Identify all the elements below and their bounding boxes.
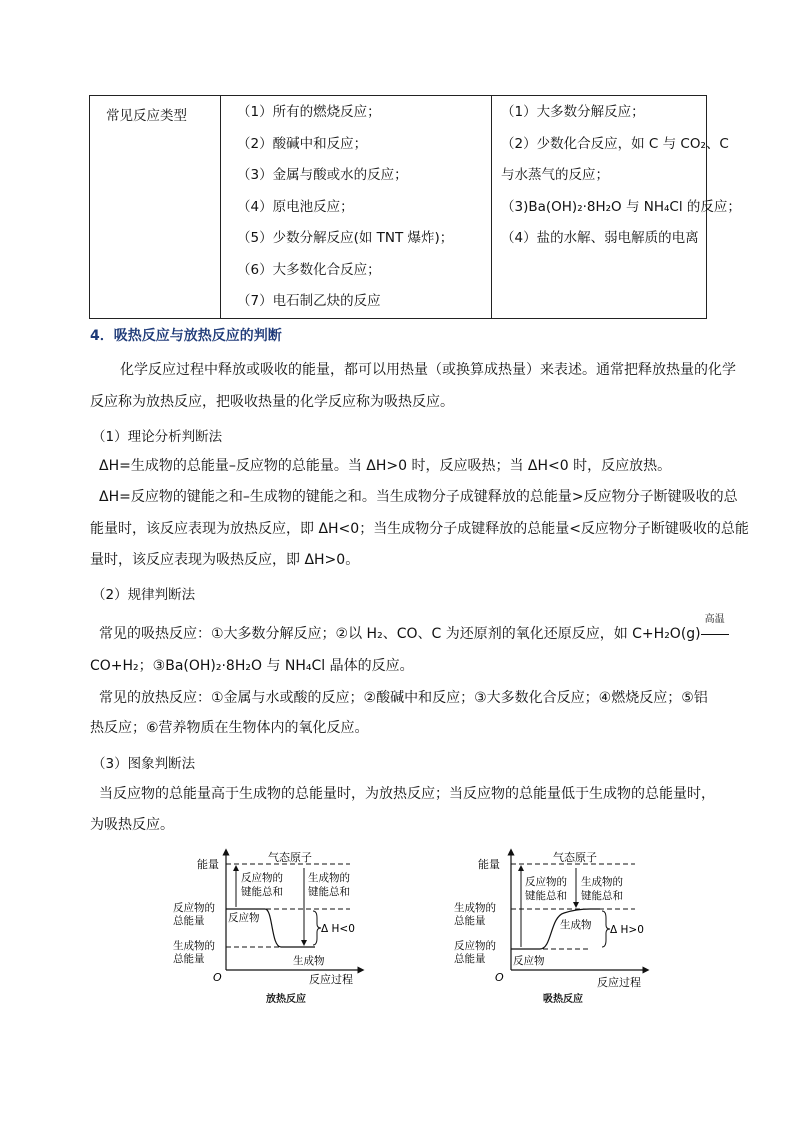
method-2-endo-line-2: CO+H₂；③Ba(OH)₂·8H₂O 与 NH₄Cl 晶体的反应。 xyxy=(90,658,414,674)
method-2-exo-line-1: 常见的放热反应：①金属与水或酸的反应；②酸碱中和反应；③大多数化合反应；④燃烧反应；⑤铝 xyxy=(99,690,708,706)
reactant-bond-label-1: 反应物的 xyxy=(525,876,567,888)
exothermic-energy-diagram xyxy=(165,848,365,993)
curve-end-label: 生成物 xyxy=(560,919,592,931)
reactant-total-label-1: 反应物的 xyxy=(454,940,496,952)
reaction-types-table xyxy=(89,95,741,319)
product-bond-label-1: 生成物的 xyxy=(308,872,350,884)
list-item: （3)Ba(OH)₂·8H₂O 与 NH₄Cl 的反应； xyxy=(501,198,741,215)
delta-h-label: Δ H>0 xyxy=(610,924,644,936)
origin-label: O xyxy=(213,971,222,984)
endothermic-caption: 吸热反应 xyxy=(543,994,583,1005)
reaction-condition: 高温 xyxy=(704,614,725,625)
list-item: 与水蒸气的反应； xyxy=(501,167,609,183)
delta-h-brace xyxy=(602,911,610,947)
reactant-bond-label-2: 键能总和 xyxy=(241,886,283,898)
list-item: （2）酸碱中和反应； xyxy=(237,135,368,152)
curve-start-label: 反应物 xyxy=(228,912,260,924)
product-total-label-1: 生成物的 xyxy=(173,940,215,952)
intro-line-1: 化学反应过程中释放或吸收的能量，都可以用热量（或换算成热量）来表述。通常把释放热量的化学 xyxy=(120,362,736,378)
y-axis-label: 能量 xyxy=(478,858,500,871)
product-bond-label-2: 键能总和 xyxy=(308,886,350,898)
list-item: （2）少数化合反应，如 C 与 CO₂、C xyxy=(501,135,729,152)
reaction-condition-arrow xyxy=(701,614,729,644)
endothermic-cell xyxy=(492,96,741,319)
exothermic-list xyxy=(221,96,491,318)
reactant-total-label-1: 反应物的 xyxy=(173,902,215,914)
curve-start-label: 反应物 xyxy=(513,955,545,967)
method-1-line-b1: ΔH=反应物的键能之和–生成物的键能之和。当生成物分子成键释放的总能量>反应物分子断键吸收的总 xyxy=(99,489,738,505)
exothermic-cell xyxy=(221,96,492,319)
method-2-exo-line-2: 热反应；⑥营养物质在生物体内的氧化反应。 xyxy=(90,720,369,736)
reactant-total-label-2: 总能量 xyxy=(454,953,486,965)
method-1-line-a: ΔH=生成物的总能量–反应物的总能量。当 ΔH>0 时，反应吸热；当 ΔH<0 时，反应放热。 xyxy=(99,458,672,474)
product-bond-label-1: 生成物的 xyxy=(581,876,623,888)
list-item: （5）少数分解反应(如 TNT 爆炸)； xyxy=(237,230,454,246)
list-item: （6）大多数化合反应； xyxy=(237,261,381,278)
method-3-line-2: 为吸热反应。 xyxy=(90,817,174,833)
row-header-cell xyxy=(90,96,221,319)
list-item: （1）所有的燃烧反应； xyxy=(237,104,381,120)
curve-end-label: 生成物 xyxy=(293,955,325,967)
method-2-endo-text: 常见的吸热反应：①大多数分解反应；②以 H₂、CO、C 为还原剂的氧化还原反应，如 C+H₂O(g) xyxy=(99,626,701,642)
delta-h-label: Δ H<0 xyxy=(321,923,355,935)
method-3-line-1: 当反应物的总能量高于生成物的总能量时，为放热反应；当反应物的总能量低于生成物的总能量时， xyxy=(99,786,715,802)
list-item: （4）盐的水解、弱电解质的电离 xyxy=(501,230,699,246)
list-item: （7）电石制乙炔的反应 xyxy=(237,293,381,309)
product-bond-label-2: 键能总和 xyxy=(581,890,623,902)
method-2-endo-line-1 xyxy=(99,614,729,644)
row-header: 常见反应类型 xyxy=(106,108,187,124)
method-1-title: （1）理论分析判断法 xyxy=(92,429,223,445)
origin-label: O xyxy=(495,971,504,984)
list-item: （4）原电池反应； xyxy=(237,198,354,215)
reactant-bond-label-1: 反应物的 xyxy=(241,872,283,884)
x-axis-label: 反应过程 xyxy=(309,973,353,986)
gas-atoms-label: 气态原子 xyxy=(553,851,597,864)
reactant-total-label-2: 总能量 xyxy=(173,915,205,927)
delta-h-brace xyxy=(313,911,321,945)
section-title: 4．吸热反应与放热反应的判断 xyxy=(90,328,282,344)
method-1-line-b3: 量时，该反应表现为吸热反应，即 ΔH>0。 xyxy=(90,552,360,568)
list-item: （3）金属与酸或水的反应； xyxy=(237,167,408,183)
endothermic-energy-diagram xyxy=(440,848,655,993)
gas-atoms-label: 气态原子 xyxy=(268,851,312,864)
x-axis-label: 反应过程 xyxy=(597,976,641,989)
exothermic-caption: 放热反应 xyxy=(266,994,306,1005)
product-total-label-2: 总能量 xyxy=(454,915,486,927)
reactant-bond-label-2: 键能总和 xyxy=(525,890,567,902)
y-axis-label: 能量 xyxy=(197,858,219,871)
endothermic-list xyxy=(492,96,741,255)
intro-line-2: 反应称为放热反应，把吸收热量的化学反应称为吸热反应。 xyxy=(90,394,454,410)
method-1-line-b2: 能量时，该反应表现为放热反应，即 ΔH<0；当生成物分子成键释放的总能量<反应物分子断键吸收的总能 xyxy=(90,521,749,537)
method-2-title: （2）规律判断法 xyxy=(92,587,196,603)
product-total-label-2: 总能量 xyxy=(173,953,205,965)
method-3-title: （3）图象判断法 xyxy=(92,756,196,772)
product-total-label-1: 生成物的 xyxy=(454,902,496,914)
list-item: （1）大多数分解反应； xyxy=(501,104,645,120)
